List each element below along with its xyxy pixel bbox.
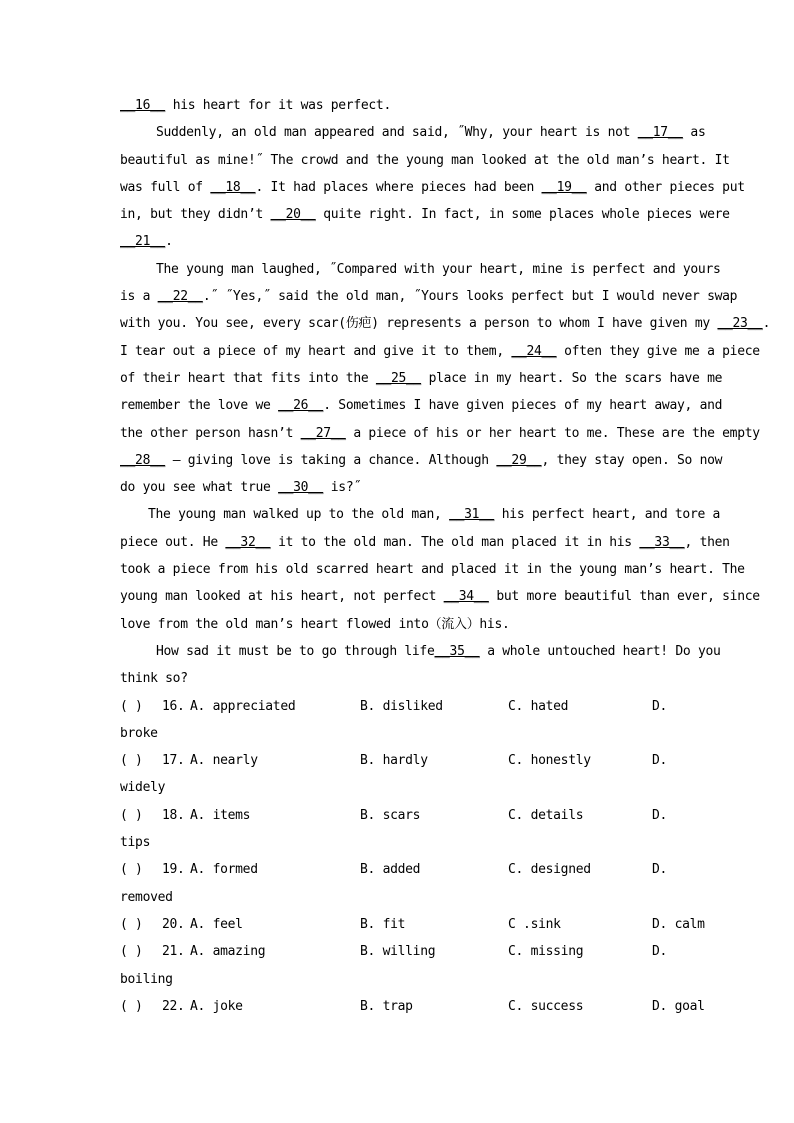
question-row: [120, 693, 674, 720]
passage-fragment: , they stay open. So now: [541, 452, 723, 468]
passage-line: [120, 638, 721, 665]
answer-blank: __35__: [434, 643, 480, 659]
passage-fragment: think so?: [120, 671, 188, 687]
passage-line: [120, 119, 706, 146]
answer-blank: __29__: [496, 452, 542, 468]
option-c: C. success: [508, 998, 584, 1014]
passage-line: [120, 310, 771, 337]
passage-line: [120, 201, 730, 228]
answer-blank: __16__: [120, 98, 166, 113]
passage-fragment: of their heart that fits into the: [120, 370, 376, 386]
passage-line: [120, 529, 730, 556]
passage-fragment: . Sometimes I have given pieces of my heart away, and: [323, 398, 723, 414]
option-b: B. added: [360, 862, 421, 878]
question-row: [120, 938, 674, 965]
passage-fragment: piece out. He: [120, 534, 226, 550]
answer-blank: __18__: [210, 179, 256, 195]
passage-fragment: do you see what true: [120, 480, 279, 496]
passage-fragment: a piece of his or her heart to me. These are the empty: [345, 425, 760, 441]
passage-fragment: young man looked at his heart, not perfect: [120, 589, 444, 605]
answer-blank: __30__: [278, 480, 324, 496]
option-c: C. designed: [508, 862, 591, 878]
passage-fragment: it to the old man. The old man placed it in his: [270, 534, 640, 550]
answer-parentheses: ( ): [120, 916, 143, 932]
question-number: 22.: [162, 998, 185, 1014]
passage-line: [120, 365, 723, 392]
passage-fragment: place in my heart. So the scars have me: [421, 370, 723, 386]
passage-fragment: quite right. In fact, in some places whole pieces were: [315, 207, 730, 223]
answer-blank: __33__: [639, 534, 685, 550]
passage-fragment: and other pieces put: [586, 179, 745, 195]
passage-fragment: in, but they didn’t: [120, 207, 271, 223]
option-b: B. disliked: [360, 698, 443, 714]
passage-fragment: often they give me a piece: [556, 343, 760, 359]
passage-line: [120, 583, 760, 610]
passage-line: [120, 228, 674, 255]
question-number: 16.: [162, 698, 185, 714]
option-d: D.: [652, 944, 668, 960]
passage-line: [120, 283, 738, 310]
passage-line: [120, 556, 745, 583]
question-number: 19.: [162, 862, 185, 878]
answer-parentheses: ( ): [120, 698, 143, 714]
answer-blank: __23__: [717, 316, 763, 332]
option-d: D.: [652, 698, 668, 714]
option-a: A. formed: [190, 862, 258, 878]
passage-line: [120, 174, 745, 201]
option-a: A. feel: [190, 916, 243, 932]
passage-fragment: . It had places where pieces had been: [255, 179, 542, 195]
passage-line: [120, 474, 674, 501]
question-number: 21.: [162, 944, 185, 960]
passage-line: [120, 665, 674, 692]
passage-fragment: the other person hasn’t: [120, 425, 301, 441]
answer-blank: __31__: [449, 507, 495, 523]
option-d: D.: [652, 753, 668, 769]
answer-blank: __20__: [270, 207, 316, 223]
option-b: B. hardly: [360, 753, 428, 769]
option-d-continued: boiling: [120, 971, 173, 987]
passage-fragment: The young man laughed, ˝Compared with your heart, mine is perfect and yours: [156, 261, 721, 277]
option-d-continued: removed: [120, 889, 173, 905]
passage-line: [120, 420, 760, 447]
question-row: [120, 911, 705, 938]
passage-fragment: remember the love we: [120, 398, 279, 414]
answer-blank: __28__: [120, 452, 166, 468]
passage-fragment: How sad it must be to go through life: [156, 643, 435, 659]
option-d-continued: tips: [120, 835, 151, 851]
document-page: [120, 92, 771, 1020]
passage-fragment: is?˝: [323, 480, 361, 496]
option-a: A. appreciated: [190, 698, 296, 714]
option-c: C. missing: [508, 944, 584, 960]
option-a: A. nearly: [190, 753, 258, 769]
answer-blank: __25__: [375, 370, 422, 386]
passage-fragment: with you. You see, every scar(伤疤) represents a person to whom I have given my: [120, 316, 718, 332]
answer-blank: __24__: [511, 343, 557, 359]
option-d: D.: [652, 862, 668, 878]
answer-parentheses: ( ): [120, 944, 143, 960]
question-row: [120, 993, 705, 1020]
answer-blank: __34__: [443, 589, 489, 605]
option-b: B. fit: [360, 916, 406, 932]
option-a: A. items: [190, 807, 251, 823]
answer-blank: __19__: [541, 179, 587, 195]
passage-line: [120, 338, 760, 365]
answer-blank: __17__: [637, 125, 683, 141]
option-d-continued: widely: [120, 780, 166, 796]
answer-blank: __22__: [157, 289, 203, 305]
option-d-continued: broke: [120, 725, 158, 741]
passage-fragment: is a: [120, 289, 158, 305]
passage-fragment: his perfect heart, and tore a: [494, 507, 721, 523]
passage-text: [120, 92, 771, 693]
option-a: A. joke: [190, 998, 243, 1014]
passage-line: [120, 501, 721, 528]
passage-fragment: a whole untouched heart! Do you: [479, 643, 721, 659]
passage-fragment: as: [682, 125, 706, 141]
answer-parentheses: ( ): [120, 998, 143, 1014]
answer-blank: __21__: [120, 234, 166, 250]
passage-fragment: .˝ ˝Yes,˝ said the old man, ˝Yours looks perfect but I would never swap: [202, 289, 738, 305]
passage-line: [120, 611, 674, 638]
option-d: D. calm: [652, 916, 705, 932]
passage-fragment: .: [762, 316, 771, 332]
option-b: B. scars: [360, 807, 421, 823]
question-number: 17.: [162, 753, 185, 769]
option-c: C. honestly: [508, 753, 591, 769]
answer-parentheses: ( ): [120, 862, 143, 878]
option-a: A. amazing: [190, 944, 266, 960]
passage-fragment: but more beautiful than ever, since: [488, 589, 760, 605]
question-row: [120, 747, 674, 774]
passage-fragment: his heart for it was perfect.: [165, 98, 391, 113]
option-b: B. willing: [360, 944, 436, 960]
passage-fragment: Suddenly, an old man appeared and said, ˝Why, your heart is not: [156, 125, 638, 141]
answer-blank: __32__: [225, 534, 271, 550]
answer-blank: __26__: [278, 398, 324, 414]
passage-fragment: I tear out a piece of my heart and give it to them,: [120, 343, 512, 359]
question-number: 18.: [162, 807, 185, 823]
passage-line: [120, 147, 730, 174]
passage-line: [120, 447, 723, 474]
answer-parentheses: ( ): [120, 753, 143, 769]
option-c: C. details: [508, 807, 584, 823]
passage-line: [120, 92, 674, 119]
passage-fragment: love from the old man’s heart flowed into（流入）his.: [120, 616, 510, 632]
passage-line: [120, 392, 723, 419]
passage-fragment: , then: [684, 534, 730, 550]
option-b: B. trap: [360, 998, 413, 1014]
option-c: C .sink: [508, 916, 561, 932]
question-number: 20.: [162, 916, 185, 932]
passage-fragment: was full of: [120, 179, 211, 195]
answer-blank: __27__: [300, 425, 346, 441]
answer-parentheses: ( ): [120, 807, 143, 823]
passage-line: [120, 256, 721, 283]
passage-fragment: took a piece from his old scarred heart and placed it in the young man’s heart. The: [120, 562, 745, 578]
option-d: D.: [652, 807, 668, 823]
question-row: [120, 856, 674, 883]
option-c: C. hated: [508, 698, 569, 714]
option-d: D. goal: [652, 998, 705, 1014]
question-row: [120, 802, 674, 829]
passage-fragment: .: [165, 234, 173, 250]
passage-fragment: beautiful as mine!˝ The crowd and the young man looked at the old man’s heart. It: [120, 152, 730, 168]
question-list: [120, 693, 705, 1021]
passage-fragment: — giving love is taking a chance. Although: [165, 452, 497, 468]
passage-fragment: The young man walked up to the old man,: [148, 507, 450, 523]
